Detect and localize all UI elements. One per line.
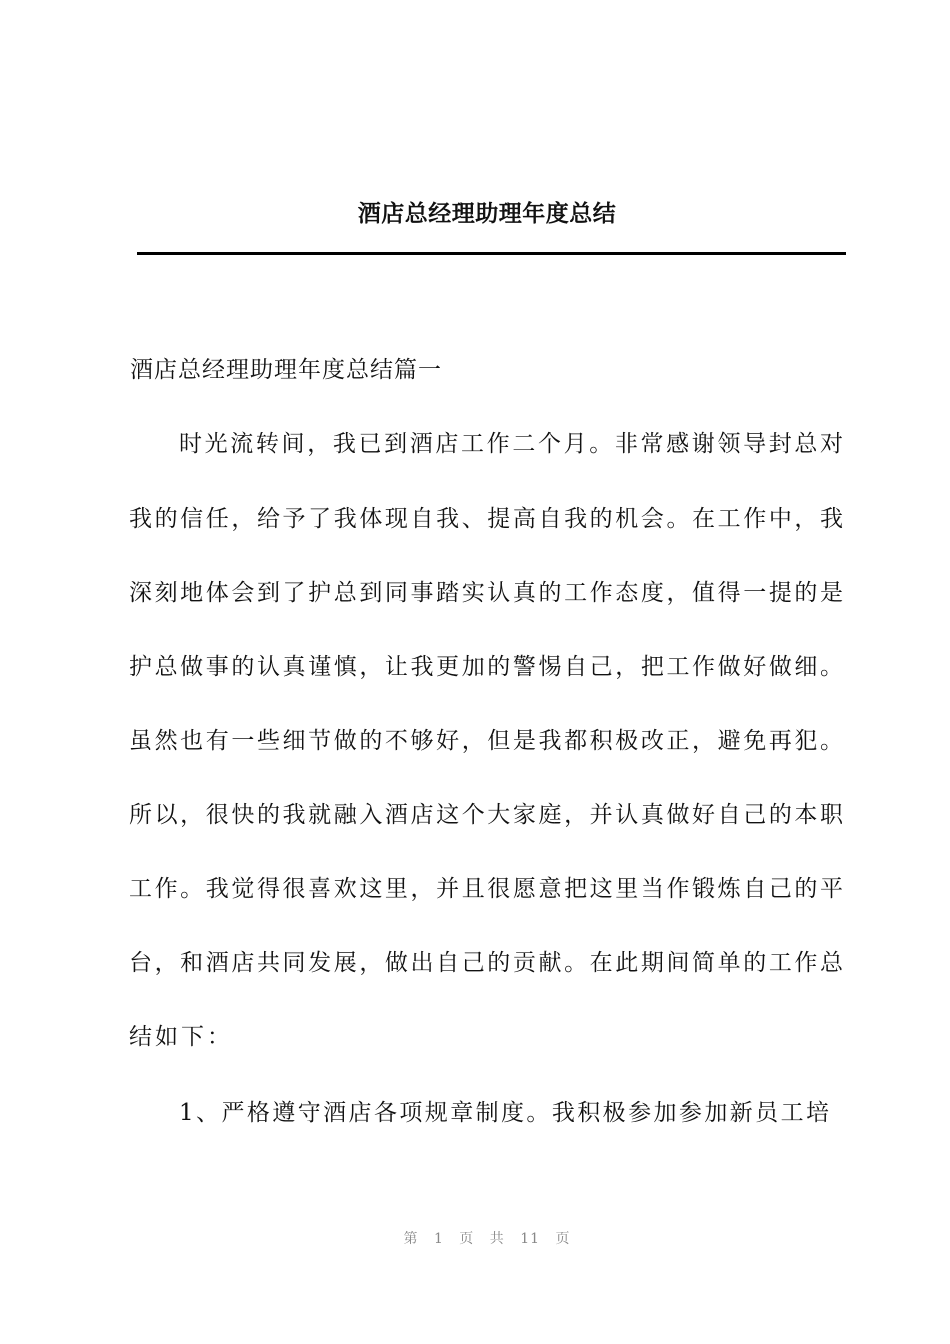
paragraph-line: 1、严格遵守酒店各项规章制度。我积极参加参加新员工培 (179, 1100, 829, 1126)
paragraph-line: 结如下： (129, 1024, 233, 1050)
paragraph-line: 护总做事的认真谨慎，让我更加的警惕自己，把工作做好做细。 (129, 654, 843, 680)
paragraph-line: 所以，很快的我就融入酒店这个大家庭，并认真做好自己的本职 (129, 802, 843, 828)
paragraph-line: 我的信任，给予了我体现自我、提高自我的机会。在工作中，我 (129, 506, 843, 532)
paragraph-line: 虽然也有一些细节做的不够好，但是我都积极改正，避免再犯。 (129, 728, 843, 754)
paragraph-line: 时光流转间，我已到酒店工作二个月。非常感谢领导封总对 (179, 431, 843, 457)
paragraph-line: 台，和酒店共同发展，做出自己的贡献。在此期间简单的工作总 (129, 950, 843, 976)
section-heading: 酒店总经理助理年度总结篇一 (130, 357, 442, 383)
paragraph-line: 工作。我觉得很喜欢这里，并且很愿意把这里当作锻炼自己的平 (129, 876, 843, 902)
document-title: 酒店总经理助理年度总结 (357, 200, 617, 227)
title-divider (137, 252, 846, 255)
page-number-footer: 第 1 页 共 11 页 (403, 1231, 571, 1247)
paragraph-line: 深刻地体会到了护总到同事踏实认真的工作态度，值得一提的是 (129, 580, 843, 606)
